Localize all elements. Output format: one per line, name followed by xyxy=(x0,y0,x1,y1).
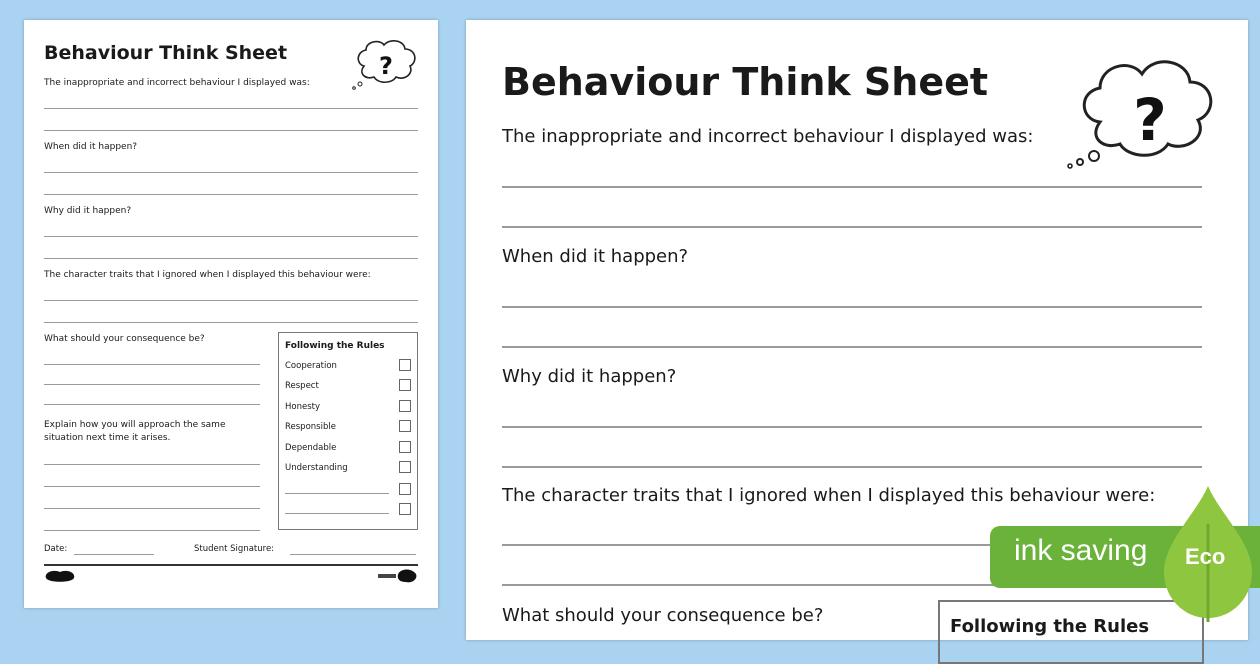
worksheet-thumbnail xyxy=(24,20,438,608)
signature-label: Student Signature: xyxy=(194,544,275,554)
footer-rule xyxy=(44,564,418,566)
answer-line xyxy=(44,384,260,385)
blank-rule-line xyxy=(285,513,389,514)
sheet-title: Behaviour Think Sheet xyxy=(44,42,288,64)
blank-rule-line xyxy=(285,493,389,494)
rule-checkbox[interactable] xyxy=(399,441,411,453)
rule-label: Honesty xyxy=(285,402,321,412)
rules-heading: Following the Rules xyxy=(285,341,385,351)
rule-label: Cooperation xyxy=(285,361,337,371)
answer-line xyxy=(502,346,1202,348)
answer-line xyxy=(502,186,1202,188)
date-label: Date: xyxy=(44,544,68,554)
question-why: Why did it happen? xyxy=(502,366,677,387)
answer-line xyxy=(502,426,1202,428)
sheet-title: Behaviour Think Sheet xyxy=(502,60,989,104)
thought-bubble-icon xyxy=(350,36,422,96)
question-consequence: What should your consequence be? xyxy=(502,605,824,626)
ink-saving-label: ink saving xyxy=(1014,534,1148,567)
rule-checkbox[interactable] xyxy=(399,379,411,391)
answer-line xyxy=(44,404,260,405)
rule-checkbox[interactable] xyxy=(399,420,411,432)
question-when: When did it happen? xyxy=(502,246,689,267)
rule-checkbox[interactable] xyxy=(399,483,411,495)
answer-line xyxy=(44,300,418,301)
answer-line xyxy=(502,466,1202,468)
question-consequence: What should your consequence be? xyxy=(44,334,205,344)
rule-label: Dependable xyxy=(285,443,337,453)
rule-label: Responsible xyxy=(285,422,336,432)
rule-label: Understanding xyxy=(285,463,348,473)
rules-heading: Following the Rules xyxy=(950,616,1150,637)
thought-bubble-icon xyxy=(1058,48,1228,178)
answer-line xyxy=(44,108,418,109)
date-line xyxy=(74,554,154,555)
answer-line xyxy=(44,322,418,323)
answer-line xyxy=(44,486,260,487)
rule-checkbox[interactable] xyxy=(399,400,411,412)
question-behaviour: The inappropriate and incorrect behaviour I displayed was: xyxy=(44,78,310,88)
publisher-logo-icon xyxy=(42,568,78,584)
question-why: Why did it happen? xyxy=(44,206,132,216)
rule-checkbox[interactable] xyxy=(399,503,411,515)
question-behaviour: The inappropriate and incorrect behaviour I displayed was: xyxy=(502,126,1034,147)
answer-line xyxy=(44,464,260,465)
answer-line xyxy=(44,258,418,259)
svg-text:?: ? xyxy=(379,52,393,80)
rules-checklist-box xyxy=(278,332,418,530)
rule-label: Respect xyxy=(285,381,319,391)
question-explain-line2: situation next time it arises. xyxy=(44,433,171,443)
answer-line xyxy=(44,172,418,173)
answer-line xyxy=(502,226,1202,228)
rule-checkbox[interactable] xyxy=(399,359,411,371)
eco-tag: Eco xyxy=(1185,544,1226,569)
question-explain-line1: Explain how you will approach the same xyxy=(44,420,226,430)
answer-line xyxy=(502,306,1202,308)
question-when: When did it happen? xyxy=(44,142,138,152)
rule-checkbox[interactable] xyxy=(399,461,411,473)
answer-line xyxy=(44,130,418,131)
question-traits: The character traits that I ignored when I displayed this behaviour were: xyxy=(44,270,371,280)
answer-line xyxy=(44,508,260,509)
answer-line xyxy=(44,530,260,531)
publisher-badge-icon xyxy=(378,566,420,586)
answer-line xyxy=(44,236,418,237)
answer-line xyxy=(44,194,418,195)
svg-text:?: ? xyxy=(1133,86,1167,154)
question-traits: The character traits that I ignored when I displayed this behaviour were: xyxy=(502,485,1156,506)
signature-line xyxy=(290,554,416,555)
answer-line xyxy=(44,364,260,365)
